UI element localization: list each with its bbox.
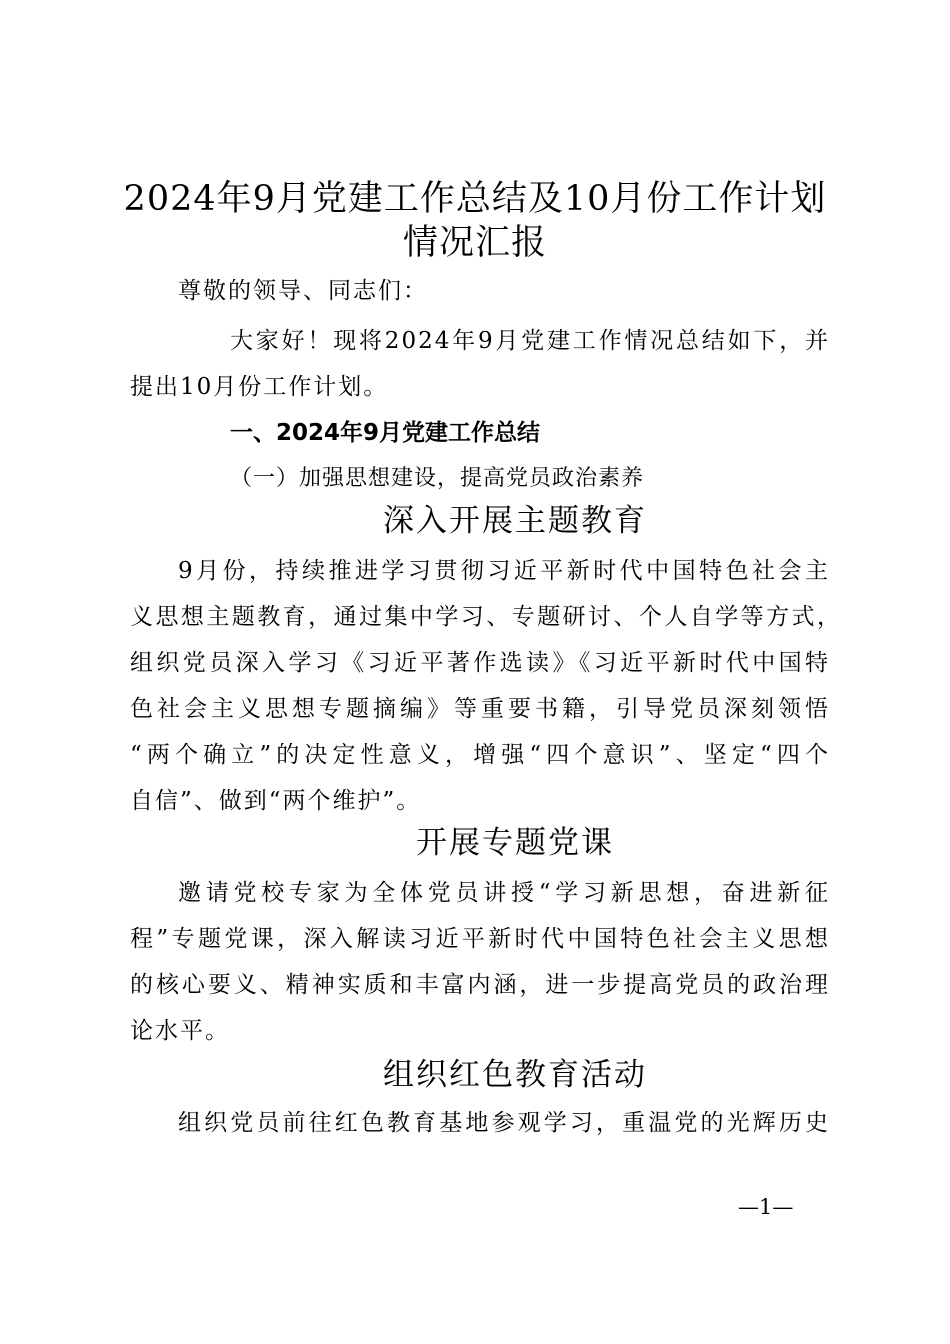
topic-1-line-1: 9月份，持续推进学习贯彻习近平新时代中国特色社会主 xyxy=(178,558,830,584)
subsection-1-heading: （一）加强思想建设，提高党员政治素养 xyxy=(230,466,645,491)
document-title-line1: 2024年9月党建工作总结及10月份工作计划 xyxy=(123,179,827,219)
document-title-line2: 情况汇报 xyxy=(402,223,547,263)
page-number: —1— xyxy=(738,1195,794,1219)
topic-1-line-6: 自信”、做到“两个维护”。 xyxy=(130,788,422,814)
topic-1-line-5: “两个确立”的决定性意义，增强“四个意识”、坚定“四个 xyxy=(130,742,830,768)
topic-2-line-2: 程”专题党课，深入解读习近平新时代中国特色社会主义思想 xyxy=(130,926,830,952)
intro-line-2: 提出10月份工作计划。 xyxy=(130,374,389,400)
topic-2-line-4: 论水平。 xyxy=(130,1018,230,1044)
intro-line-1: 大家好！现将2024年9月党建工作情况总结如下，并 xyxy=(230,328,830,354)
topic-2-line-3: 的核心要义、精神实质和丰富内涵，进一步提高党员的政治理 xyxy=(130,972,830,998)
topic-3-line-1: 组织党员前往红色教育基地参观学习，重温党的光辉历史 xyxy=(178,1110,830,1136)
topic-1-title: 深入开展主题教育 xyxy=(383,503,647,539)
topic-1-line-4: 色社会主义思想专题摘编》等重要书籍，引导党员深刻领悟 xyxy=(130,696,830,722)
salutation: 尊敬的领导、同志们： xyxy=(178,278,428,304)
topic-3-title: 组织红色教育活动 xyxy=(383,1057,647,1093)
topic-1-line-2: 义思想主题教育，通过集中学习、专题研讨、个人自学等方式， xyxy=(130,604,842,630)
topic-1-line-3: 组织党员深入学习《习近平著作选读》《习近平新时代中国特 xyxy=(130,650,830,676)
topic-2-title: 开展专题党课 xyxy=(416,825,614,861)
section-1-heading: 一、2024年9月党建工作总结 xyxy=(230,420,541,446)
topic-2-line-1: 邀请党校专家为全体党员讲授“学习新思想，奋进新征 xyxy=(178,880,830,906)
